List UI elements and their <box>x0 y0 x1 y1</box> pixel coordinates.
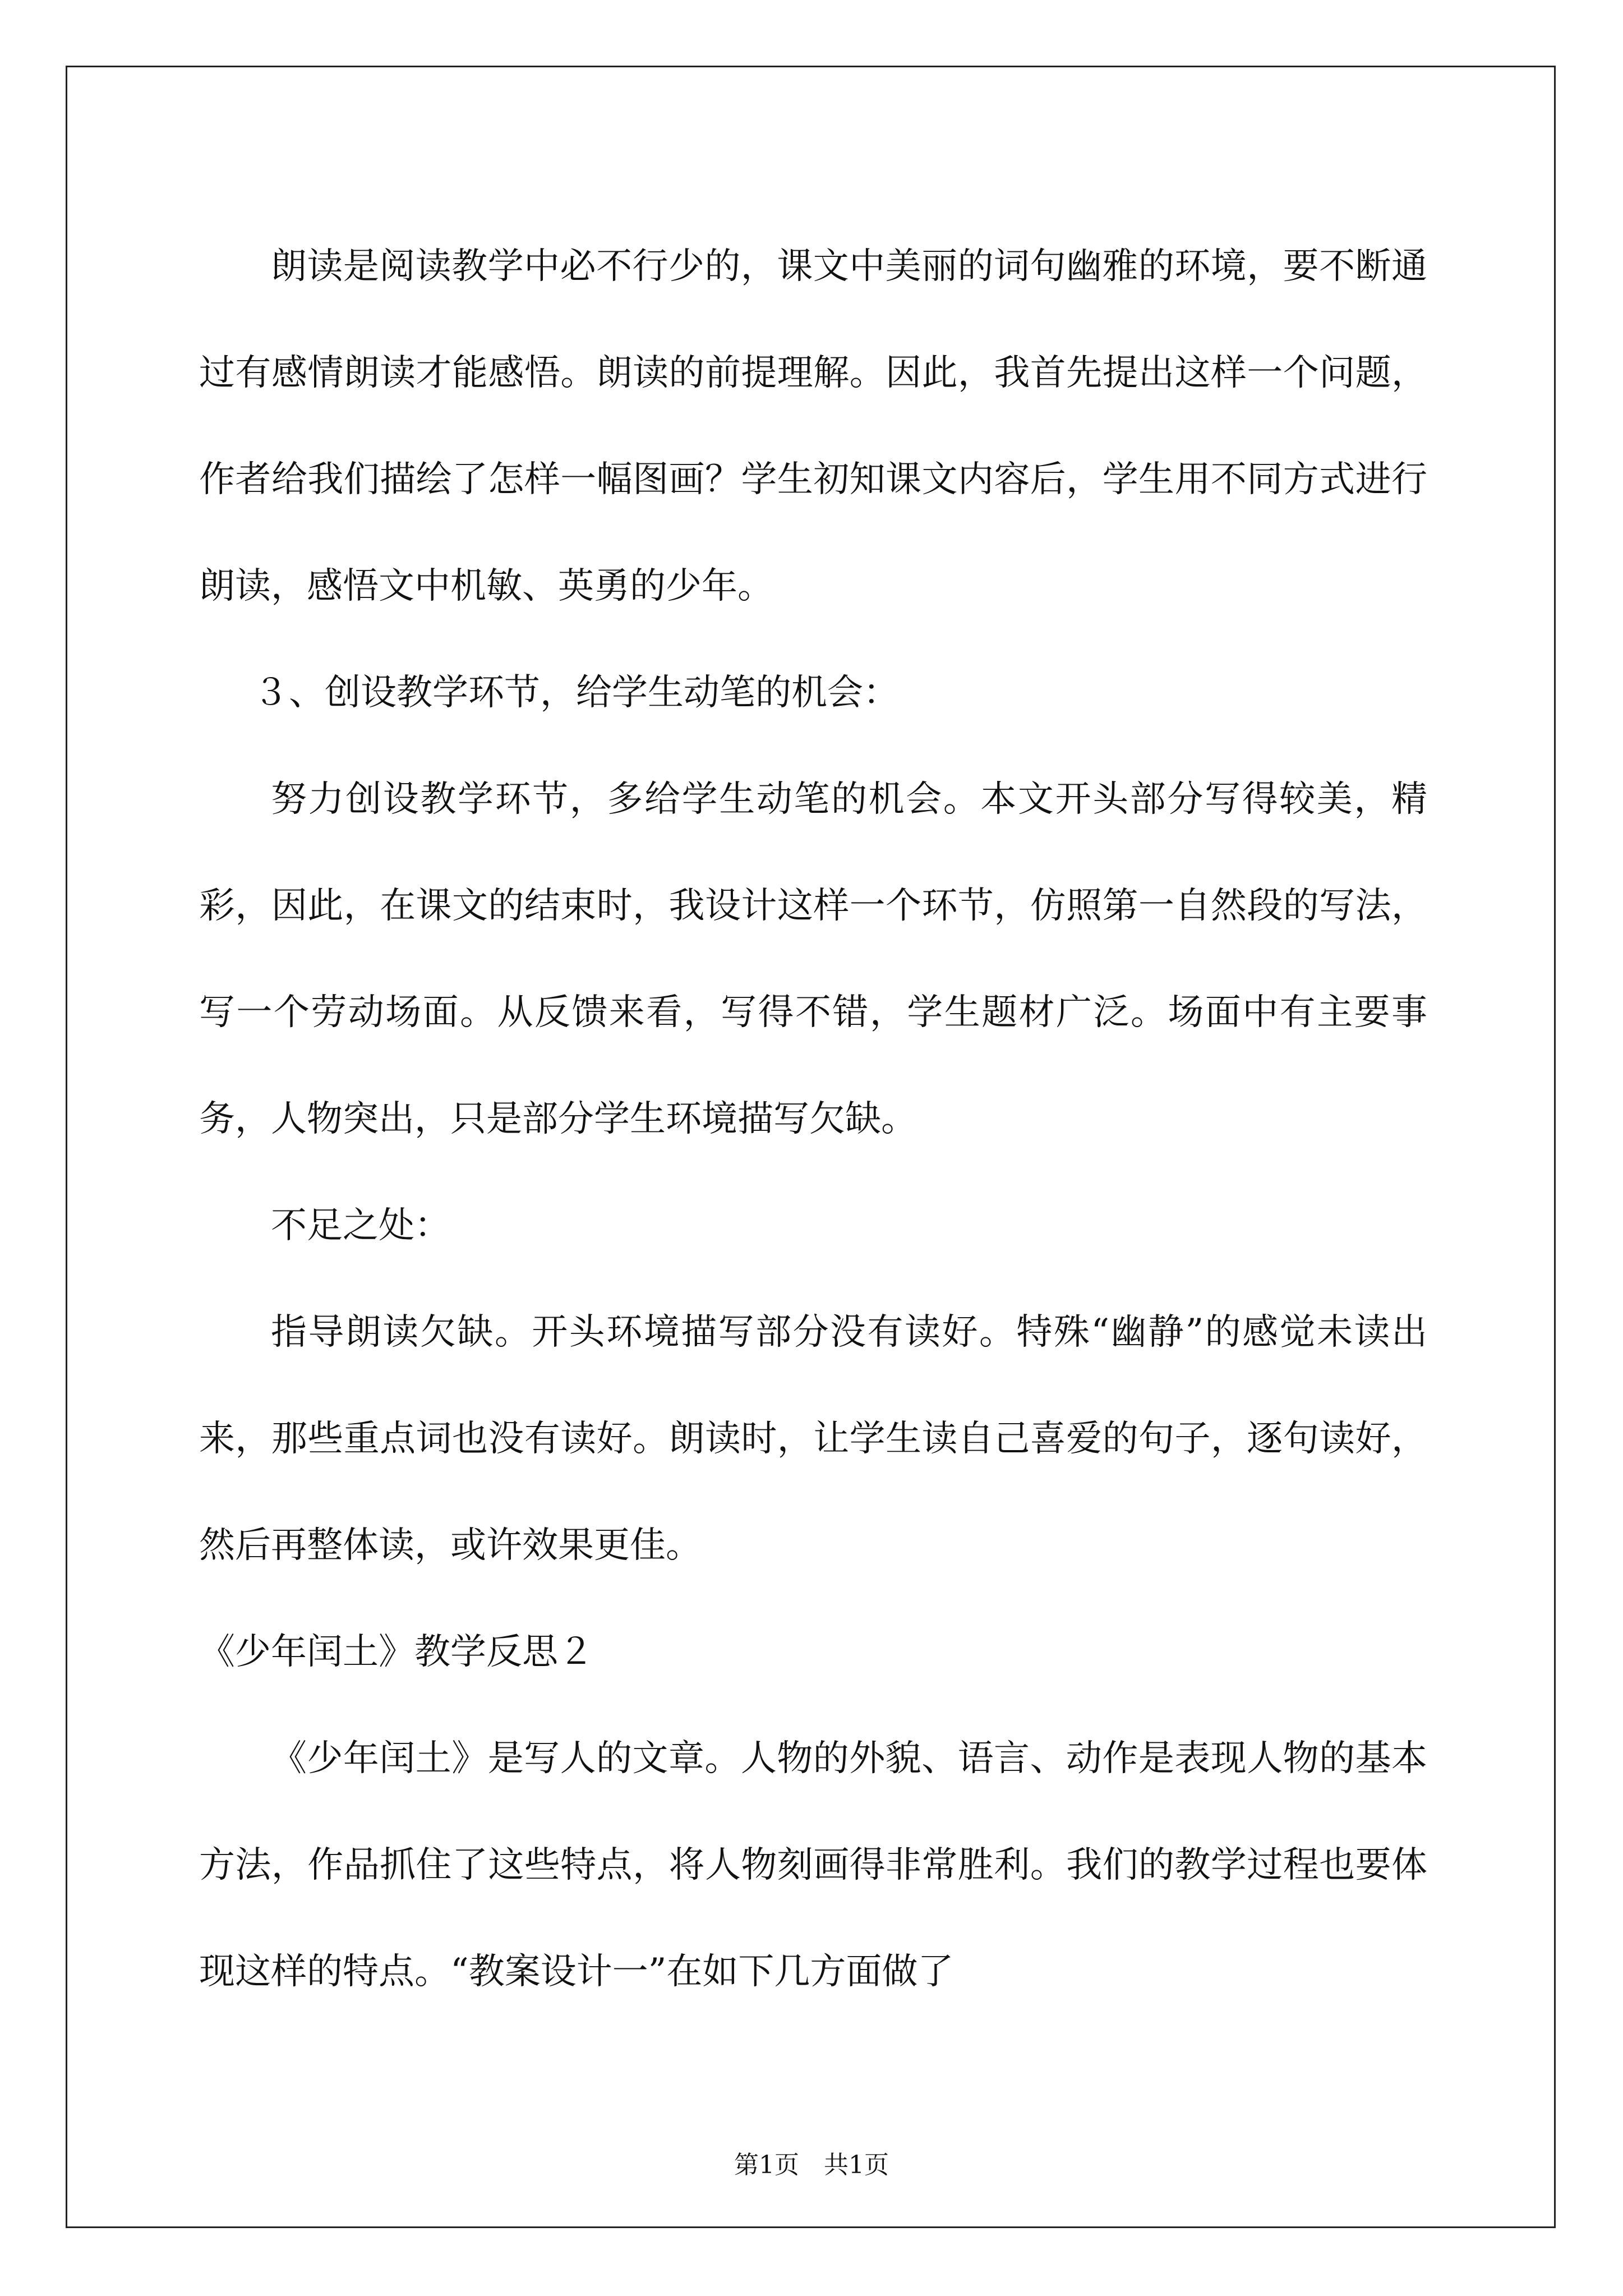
writing-paragraph: 努力创设教学环节，多给学生动笔的机会。本文开头部分写得较美，精彩，因此，在课文的结束时，我设计这样一个环节，仿照第一自然段的写法，写一个劳动场面。从反馈来看，写得不错，学生题材广泛。场面中有主要事务，人物突出，只是部分学生环境描写欠缺。 <box>199 779 1427 1140</box>
reflection-2-title: 《少年闰土》教学反思２ <box>199 1631 594 1673</box>
reading-paragraph: 朗读是阅读教学中必不行少的，课文中美丽的词句幽雅的环境，要不断通过有感情朗读才能感悟。朗读的前提理解。因此，我首先提出这样一个问题，作者给我们描绘了怎样一幅图画？学生初知课文内容后，学生用不同方式进行朗读，感悟文中机敏、英勇的少年。 <box>199 246 1427 607</box>
page-number: 第1页 共1页 <box>734 2151 889 2179</box>
shortcomings-paragraph: 指导朗读欠缺。开头环境描写部分没有读好。特殊“幽静”的感觉未读出来，那些重点词也没有读好。朗读时，让学生读自己喜爱的句子，逐句读好，然后再整体读，或许效果更佳。 <box>199 1312 1427 1566</box>
shortcomings-heading: 不足之处： <box>271 1205 450 1246</box>
section-3-heading: ３、创设教学环节，给学生动笔的机会： <box>253 672 899 714</box>
page-footer <box>0 2148 1623 2182</box>
document-body <box>199 213 1427 2025</box>
reflection-2-paragraph: 《少年闰土》是写人的文章。人物的外貌、语言、动作是表现人物的基本方法，作品抓住了这些特点，将人物刻画得非常胜利。我们的教学过程也要体现这样的特点。“教案设计一”在如下几方面做了 <box>199 1738 1427 1993</box>
